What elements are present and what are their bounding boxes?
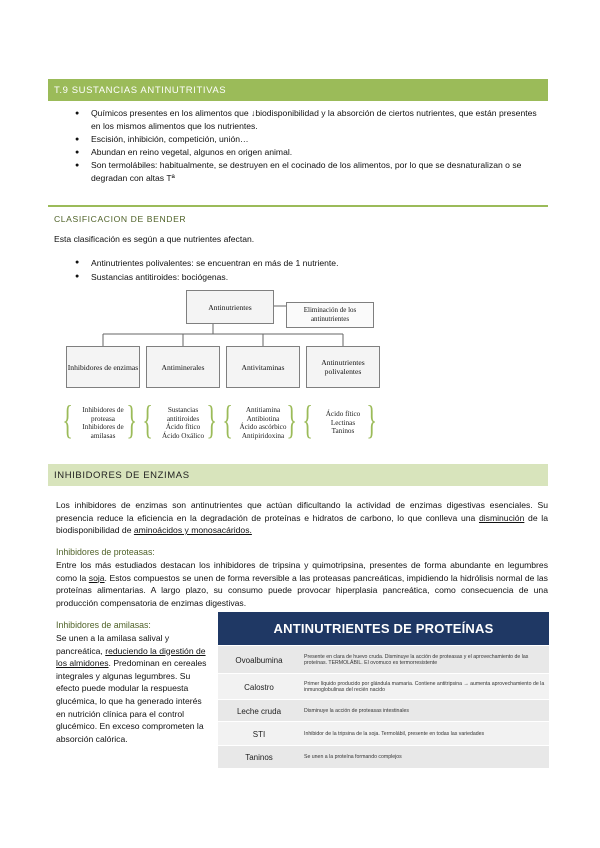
table-cell-name: Taninos — [245, 752, 273, 762]
diagram-item: Antibiotina — [246, 414, 280, 423]
diagram-item: Antitiamina — [245, 406, 281, 414]
left-brace-icon: { — [302, 397, 313, 442]
text-run: Se unen a la amilasa salival y pancreática, — [56, 633, 170, 656]
diagram-item-list — [310, 410, 376, 436]
diagram-item: Antipiridoxina — [241, 431, 285, 440]
section-divider — [48, 205, 548, 207]
underlined-text: aminoácidos y monosacáridos. — [133, 525, 252, 536]
diagram-category-node: Antinutrientes polivalentes — [306, 346, 380, 388]
text-run: . Estos compuestos se unen de forma reversible a las proteasas pancreáticas, impidiendo la hidrólisis normal de las proteínas alimentarias. A largo plazo, su consumo puede provocar hiperplasia pancreática, como consecuencia de una producción compensatoria de enzimas digestivas. — [56, 572, 548, 608]
left-brace-icon: { — [222, 397, 233, 442]
left-brace-icon: { — [142, 397, 153, 442]
list-item: ● Sustancias antitiroides: bociógenas. — [54, 270, 548, 284]
bender-heading: CLASIFICACION DE BENDER — [54, 214, 187, 224]
diagram-item: Taninos — [331, 427, 355, 436]
table-row — [218, 673, 549, 700]
diagram-item-list — [150, 406, 216, 440]
diagram-item: Ácido fítico — [165, 423, 201, 432]
diagram-item: Ácido Oxálico — [161, 431, 205, 440]
table-row — [218, 721, 549, 746]
table-cell-name: Ovoalbumina — [235, 655, 283, 665]
proteases-heading: Inhibidores de proteasas: — [56, 547, 155, 557]
intro-bullet-list — [54, 107, 548, 185]
diagram-root-node: Antinutrientes — [186, 290, 274, 324]
table-cell-desc: Primer líquido producido por glándula mamaria. Contiene antitripsina → aumenta aprovechamiento de la inmunoglobulinas del recién nacido — [304, 680, 545, 693]
bender-intro: Esta clasificación es según a que nutrientes afectan. — [54, 234, 255, 244]
diagram-item: Sustancias — [167, 406, 199, 414]
diagram-item: antitiroides — [166, 414, 200, 423]
diagram-item: amilasas — [90, 431, 116, 440]
list-item: ● Abundan en reino vegetal, algunos en origen animal. — [54, 146, 548, 159]
table-cell-desc: Presente en clara de huevo cruda. Disminuye la acción de proteasas y el aprovechamiento de las proteínas. TERMOLÁBIL. El ovomuco es termorresistente — [304, 653, 529, 666]
diagram-category-node: Antivitaminas — [226, 346, 300, 388]
text-run: Los inhibidores de enzimas son antinutrientes que actúan dificultando la actividad de enzimas digestivas esenciales. Su presencia reduce la eficiencia en la degradación de proteínas e hidratos de carbono, lo que conlleva una — [56, 500, 548, 523]
diagram-category-node: Inhibidores de enzimas — [66, 346, 140, 388]
diagram-item: Ácido ascórbico — [239, 423, 287, 432]
diagram-item-list — [70, 406, 136, 440]
amylases-paragraph — [56, 632, 211, 745]
left-brace-icon: { — [62, 397, 73, 442]
enzymes-paragraph — [56, 499, 548, 537]
diagram-item: Inhibidores de — [82, 406, 124, 414]
diagram-item: proteasa — [91, 414, 115, 423]
table-cell-desc: Se unen a la proteína formando complejos — [304, 753, 402, 760]
diagram-item: Lectinas — [330, 418, 356, 427]
table-cell-name: STI — [252, 729, 266, 739]
underlined-text: reduciendo la digestión de los almidones — [56, 645, 206, 669]
text-run: Entre los más estudiados destacan los inhibidores de tripsina y quimotripsina, presentes de forma abundante en legumbres como la — [56, 560, 548, 583]
right-brace-icon: } — [366, 397, 377, 442]
diagram-item: Inhibidores de — [82, 423, 124, 432]
list-item: ● Antinutrientes polivalentes: se encuentran en más de 1 nutriente. — [54, 256, 548, 270]
right-brace-icon: } — [206, 397, 217, 442]
text-run: . Predominan en cereales integrales y algunas legumbres. Su efecto puede modular la respuesta glucémica, lo que ha generado interés en nutrición clínica para el control glucémico. En exceso comprometen la absorción calórica. — [56, 658, 207, 744]
bender-bullet-list — [54, 256, 548, 284]
enzymes-heading: INHIBIDORES DE ENZIMAS — [54, 469, 190, 481]
table-row — [218, 699, 549, 722]
list-item: ● Son termolábiles: habitualmente, se destruyen en el cocinado de los alimentos, por lo que se desnaturalizan o se degradan con altas Tª — [54, 159, 548, 185]
right-brace-icon: } — [126, 397, 137, 442]
list-item: ● Químicos presentes en los alimentos que ↓biodisponibilidad y la absorción de ciertos nutrientes, que están presentes en los mismos alimentos que los nutrientes. — [54, 107, 548, 133]
table-cell-name: Calostro — [244, 682, 274, 692]
diagram-item-list — [230, 406, 296, 440]
table-row — [218, 645, 549, 674]
section-title-band — [48, 79, 548, 101]
list-item: ● Escisión, inhibición, competición, unión… — [54, 133, 548, 146]
table-cell-name: Leche cruda — [236, 706, 282, 716]
underlined-text: disminución — [478, 512, 525, 523]
underlined-text: soja — [88, 572, 105, 583]
diagram-category-node: Antiminerales — [146, 346, 220, 388]
diagram-side-node: Eliminación de los antinutrientes — [286, 302, 374, 328]
section-title: T.9 SUSTANCIAS ANTINUTRITIVAS — [54, 84, 227, 96]
table-cell-desc: Disminuye la acción de proteasas intestinales — [304, 707, 409, 714]
enzymes-heading-band — [48, 464, 548, 486]
text-run: de la biodisponibilidad de — [56, 512, 548, 536]
table-cell-desc: Inhibidor de la tripsina de la soja. Termolábil, presente en todas las variedades — [304, 730, 485, 737]
proteases-paragraph — [56, 559, 548, 609]
table-row — [218, 745, 549, 768]
amylases-heading: Inhibidores de amilasas: — [56, 620, 151, 630]
diagram-item: Ácido fítico — [325, 410, 361, 418]
table-title: ANTINUTRIENTES DE PROTEÍNAS — [218, 612, 549, 645]
bender-classification-diagram — [60, 284, 380, 454]
right-brace-icon: } — [286, 397, 297, 442]
protein-antinutrients-table — [218, 612, 549, 767]
